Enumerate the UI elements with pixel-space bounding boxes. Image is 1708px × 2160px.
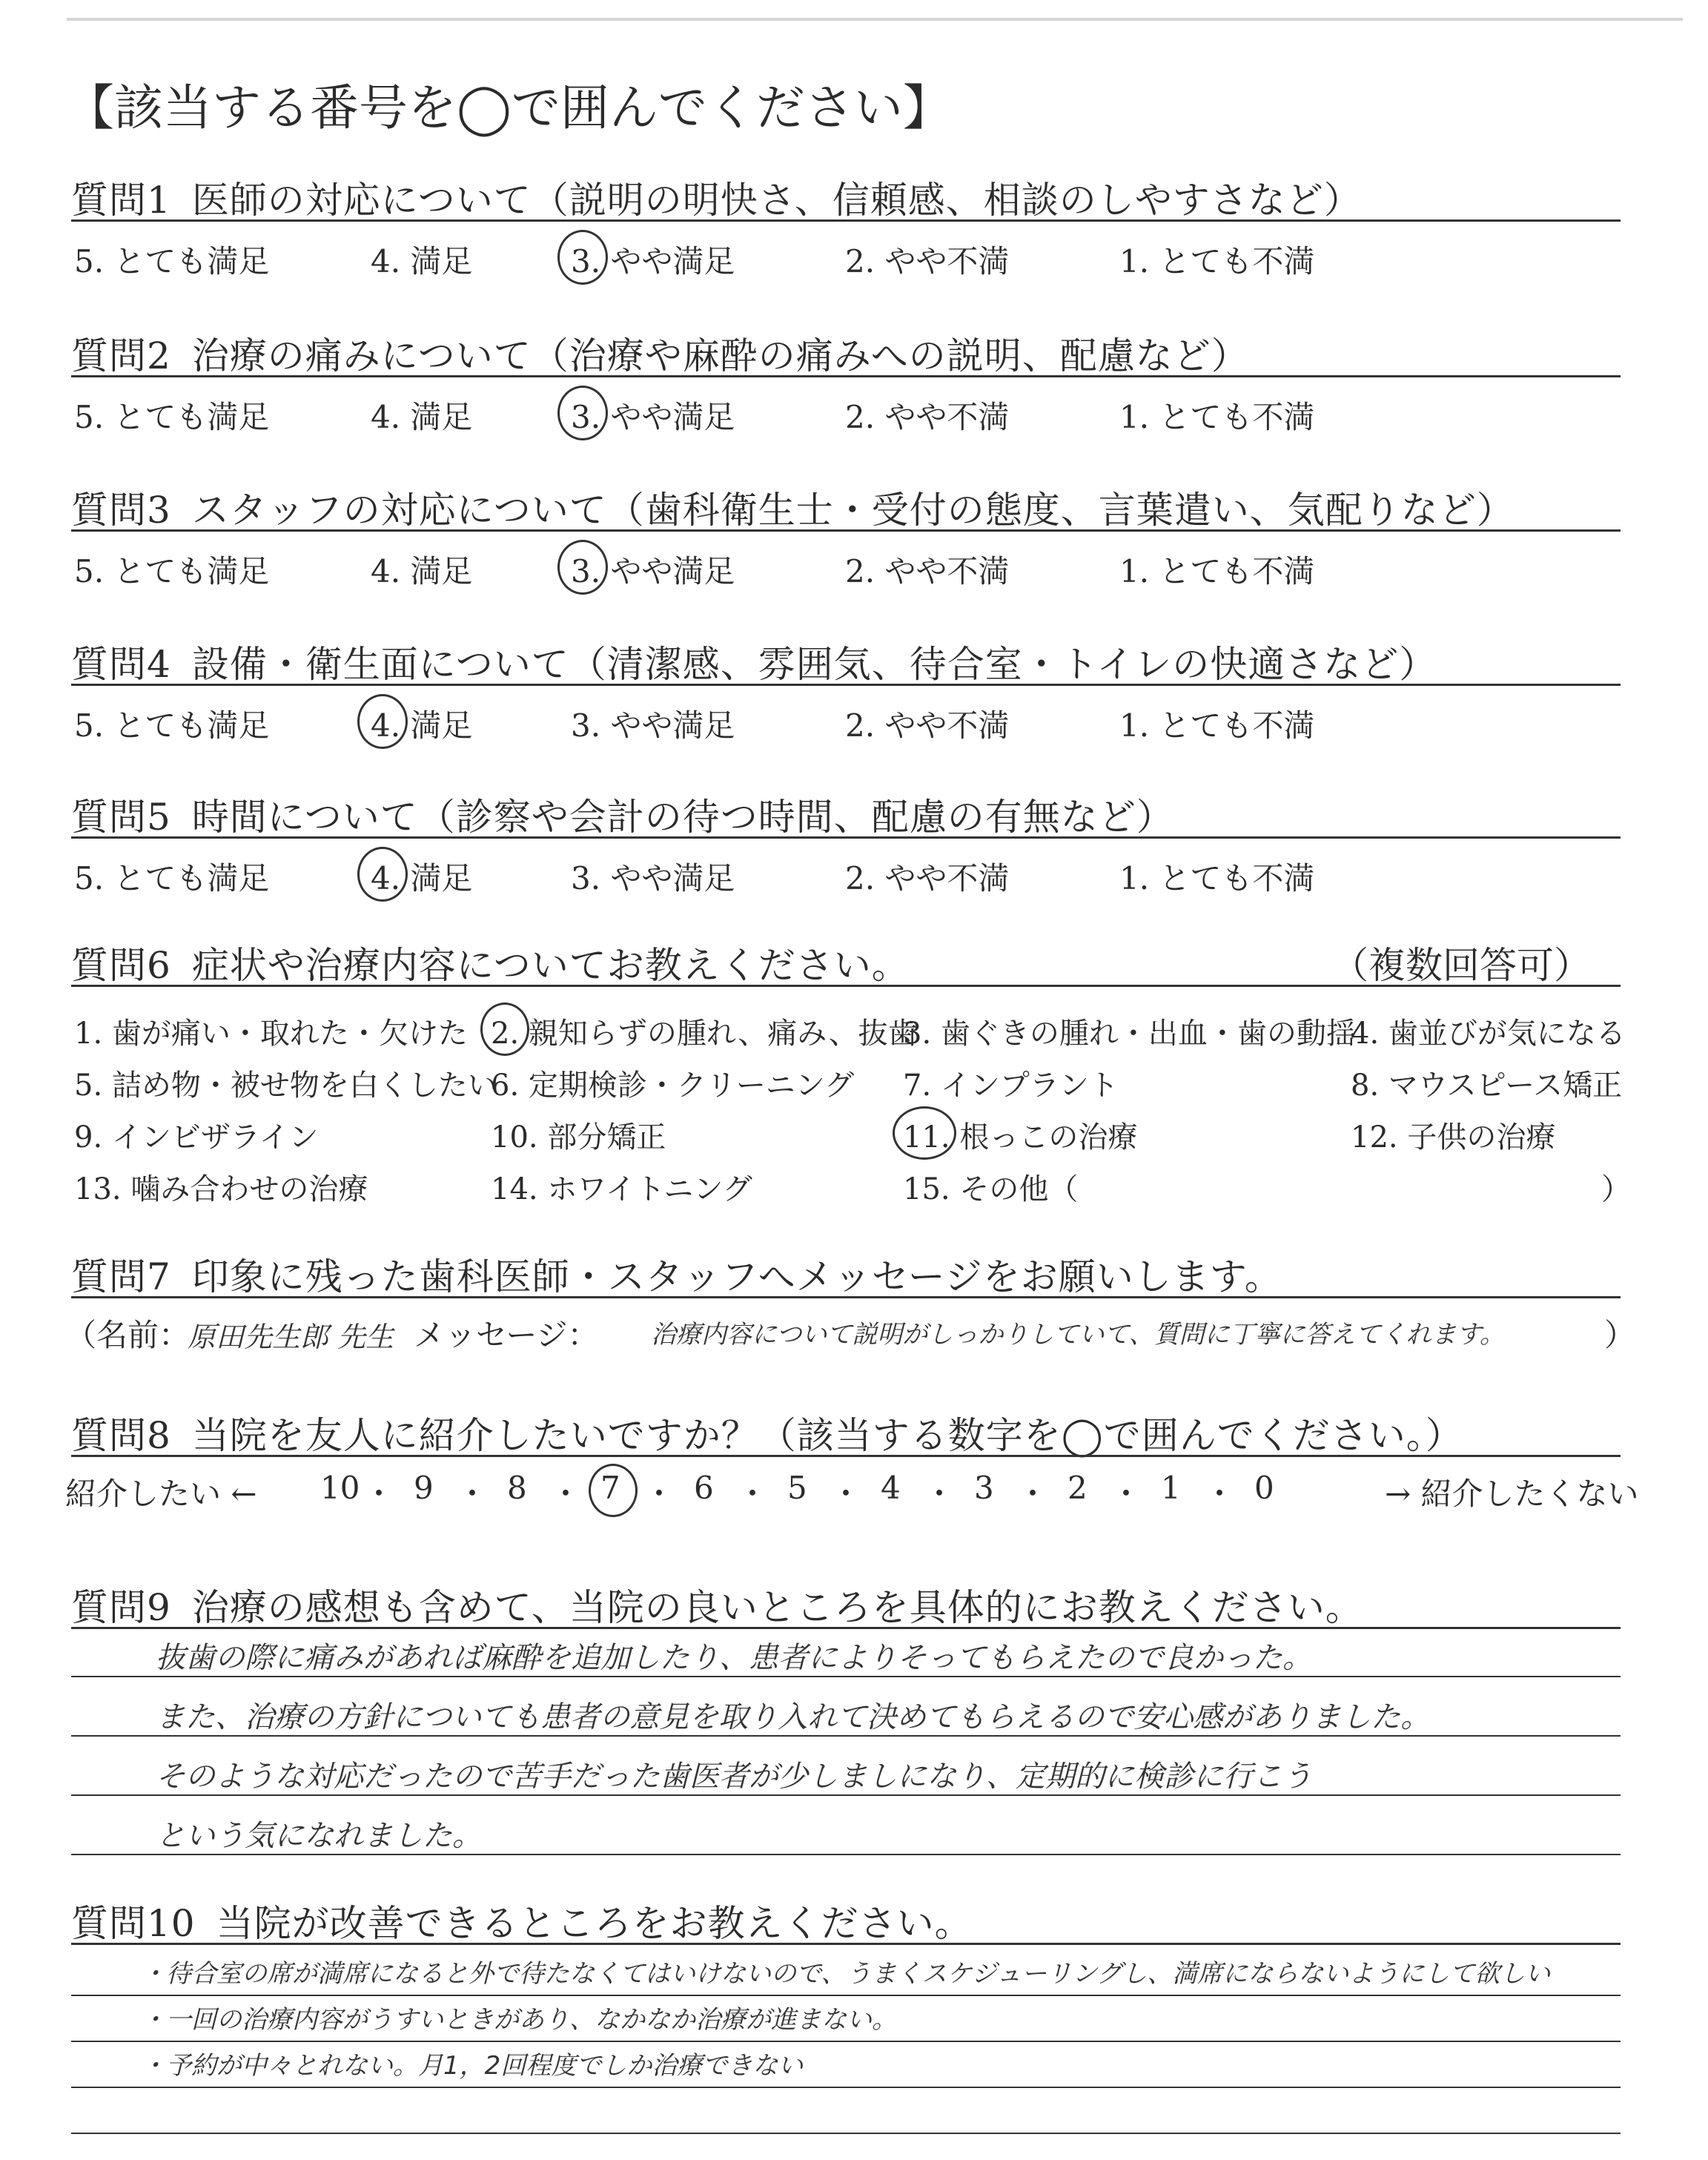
question-text: 当院が改善できるところをお教えください。 [216,1902,973,1945]
scale-value-0[interactable]: 0 [1254,1470,1274,1506]
symptom-option-12[interactable]: 12. 子供の治療 [1351,1120,1556,1155]
referral-scale [65,1470,1639,1514]
rating-options [74,547,1557,589]
question-text: 医師の対応について（説明の明快さ、信頼感、相談のしやすさなど） [191,179,1362,222]
multiple-answer-note: （複数回答可） [1331,944,1591,987]
handwritten-line[interactable]: ・予約が中々とれない。月1，2回程度でしか治療できない [141,2051,804,2081]
rating-option-2[interactable]: 2. やや不満 [845,860,1010,896]
selected-circle [557,540,608,595]
rating-option-1[interactable]: 1. とても不満 [1119,553,1315,589]
symptom-option-13[interactable]: 13. 噛み合わせの治療 [74,1172,368,1206]
symptom-option-6[interactable]: 6. 定期検診・クリーニング [491,1069,855,1103]
handwritten-line[interactable]: また、治療の方針についても患者の意見を取り入れて決めてもらえるので安心感がありました。 [156,1700,1431,1734]
rating-option-2[interactable]: 2. やや不満 [845,707,1010,744]
selected-circle [357,694,408,749]
symptom-option-8[interactable]: 8. マウスピース矯正 [1351,1069,1623,1103]
symptom-option-2[interactable]: 2. 親知らずの腫れ、痛み、抜歯 [491,1017,918,1051]
rating-option-4[interactable]: 4. 満足 [371,399,473,435]
handwritten-line[interactable]: ・待合室の席が満席になると外で待たなくてはいけないので、うまくスケジューリングし、満席にならないようにして欲しい [141,1959,1551,1989]
scale-dot: ・ [550,1476,582,1512]
selected-circle [557,386,608,440]
question-text: 時間について（診察や会計の待つ時間、配慮の有無など） [191,796,1174,839]
question-title [71,480,1515,534]
scale-dot: ・ [363,1476,395,1512]
question-title [71,635,1437,688]
question-10 [71,1894,1621,1961]
scale-value-4[interactable]: 4 [881,1470,901,1506]
symptom-option-14[interactable]: 14. ホワイトニング [491,1172,752,1206]
rating-option-4[interactable]: 4. 満足 [371,553,473,589]
selected-circle [357,847,408,902]
symptom-option-7[interactable]: 7. インプラント [903,1069,1119,1103]
symptom-option-16[interactable]: ） [1601,1172,1631,1206]
question-number: 質問5 [71,796,171,839]
question-1 [71,171,1621,237]
symptom-option-4[interactable]: 4. 歯並びが気になる [1351,1017,1626,1051]
scale-left-label: 紹介したい ← [65,1476,257,1512]
answer-rule [71,1995,1621,1996]
scale-value-7[interactable]: 7 [600,1470,620,1506]
symptom-option-10[interactable]: 10. 部分矯正 [491,1120,666,1155]
question-number: 質問10 [71,1902,196,1945]
selected-circle [557,230,608,285]
question-4 [71,635,1621,701]
symptom-option-5[interactable]: 5. 詰め物・被せ物を白くしたい [74,1069,497,1103]
rating-option-2[interactable]: 2. やや不満 [845,399,1010,435]
handwritten-line[interactable]: 抜歯の際に痛みがあれば麻酔を追加したり、患者によりそってもらえたので良かった。 [156,1641,1312,1675]
rating-option-3[interactable]: 3. やや満足 [571,860,735,896]
question-8 [71,1406,1621,1473]
question-5 [71,787,1621,854]
symptom-option-9[interactable]: 9. インビザライン [74,1120,319,1155]
rating-options [74,393,1557,435]
rating-options [74,854,1557,896]
scale-value-8[interactable]: 8 [507,1470,527,1506]
scale-dot: ・ [457,1476,489,1512]
scale-value-1[interactable]: 1 [1161,1470,1181,1506]
question-number: 質問1 [71,179,171,222]
handwritten-line[interactable]: ・一回の治療内容がうすいときがあり、なかなか治療が進まない。 [141,2005,897,2035]
answer-rule [71,2041,1621,2042]
rating-option-1[interactable]: 1. とても不満 [1119,707,1315,744]
message-label: メッセージ： [414,1317,599,1353]
rating-options [74,701,1557,743]
question-underline [71,684,1621,686]
answer-rule [71,2087,1621,2088]
answer-rule [71,2133,1621,2134]
rating-option-5[interactable]: 5. とても満足 [74,243,270,280]
rating-option-3[interactable]: 3. やや満足 [571,707,735,744]
question-text: 治療の痛みについて（治療や麻酔の痛みへの説明、配慮など） [191,334,1249,377]
name-label: （名前： [65,1317,191,1353]
question-text: 治療の感想も含めて、当院の良いところを具体的にお教えください。 [191,1586,1363,1629]
scale-dot: ・ [1204,1476,1236,1512]
rating-option-1[interactable]: 1. とても不満 [1119,860,1315,896]
question-underline [71,219,1621,222]
scale-dot: ・ [830,1476,862,1512]
symptom-option-3[interactable]: 3. 歯ぐきの腫れ・出血・歯の動揺 [903,1017,1356,1051]
scale-value-5[interactable]: 5 [787,1470,807,1506]
question-underline [71,375,1621,377]
question-underline [71,836,1621,839]
selected-circle [589,1464,638,1517]
name-value[interactable]: 原田先生郎 先生 [188,1321,394,1353]
question-text: 当院を友人に紹介したいですか？（該当する数字を◯で囲んでください。） [191,1414,1463,1457]
question-underline [71,985,1621,987]
rating-option-3[interactable]: 3. やや満足 [571,553,735,589]
rating-option-5[interactable]: 5. とても満足 [74,860,270,896]
scale-value-10[interactable]: 10 [320,1470,360,1506]
question-title [71,326,1249,380]
question-3 [71,480,1621,547]
scale-dot: ・ [1110,1476,1142,1512]
question-text: 症状や治療内容についてお教えください。 [191,944,910,987]
message-value[interactable]: 治療内容について説明がしっかりしていて、質問に丁寧に答えてくれます。 [651,1320,1505,1350]
rating-option-5[interactable]: 5. とても満足 [74,399,270,435]
selected-circle [480,1003,529,1056]
selected-circle [893,1106,956,1160]
rating-option-1[interactable]: 1. とても不満 [1119,399,1315,435]
top-border [67,18,1683,21]
question-underline [71,529,1621,532]
question-6 [71,936,1621,1003]
scale-dot: ・ [924,1476,956,1512]
message-close-paren: ） [1604,1317,1636,1353]
question-underline [71,1627,1621,1629]
question-title [71,787,1174,841]
question-number: 質問9 [71,1586,171,1629]
question-underline [71,1943,1621,1945]
scale-value-2[interactable]: 2 [1068,1470,1088,1506]
question-number: 質問7 [71,1255,171,1298]
rating-option-4[interactable]: 4. 満足 [371,707,473,744]
scale-value-3[interactable]: 3 [974,1470,994,1506]
question-7 [71,1247,1621,1314]
rating-option-3[interactable]: 3. やや満足 [571,243,735,280]
symptom-option-1[interactable]: 1. 歯が痛い・取れた・欠けた [74,1017,468,1051]
rating-option-5[interactable]: 5. とても満足 [74,553,270,589]
rating-option-4[interactable]: 4. 満足 [371,860,473,896]
question-number: 質問2 [71,334,171,377]
handwritten-line[interactable]: そのような対応だったので苦手だった歯医者が少しましになり、定期的に検診に行こう [156,1760,1312,1794]
rating-option-2[interactable]: 2. やや不満 [845,553,1010,589]
rating-option-5[interactable]: 5. とても満足 [74,707,270,744]
question-title [71,171,1362,224]
question-number: 質問6 [71,944,171,987]
symptom-option-15[interactable]: 15. その他（ [903,1172,1079,1206]
question-underline [71,1455,1621,1457]
scale-dot: ・ [1017,1476,1049,1512]
handwritten-line[interactable]: という気になれました。 [156,1819,482,1853]
rating-option-1[interactable]: 1. とても不満 [1119,243,1315,280]
question-underline [71,1296,1621,1298]
scale-value-9[interactable]: 9 [414,1470,434,1506]
question-number: 質問4 [71,643,171,686]
scale-value-6[interactable]: 6 [694,1470,714,1506]
question-text: スタッフの対応について（歯科衛生士・受付の態度、言葉遣い、気配りなど） [191,489,1515,532]
rating-option-2[interactable]: 2. やや不満 [845,243,1010,280]
rating-option-3[interactable]: 3. やや満足 [571,399,735,435]
rating-option-4[interactable]: 4. 満足 [371,243,473,280]
scale-dot: ・ [737,1476,769,1512]
question-number: 質問3 [71,489,171,532]
scale-right-label: → 紹介したくない [1385,1476,1639,1512]
question-2 [71,326,1621,393]
question-text: 設備・衛生面について（清潔感、雰囲気、待合室・トイレの快適さなど） [191,643,1437,686]
question-number: 質問8 [71,1414,171,1457]
question-text: 印象に残った歯科医師・スタッフへメッセージをお願いします。 [191,1255,1282,1298]
page-title: 【該当する番号を◯で囲んでください】 [65,79,952,136]
scale-dot: ・ [643,1476,675,1512]
symptom-option-11[interactable]: 11. 根っこの治療 [903,1120,1138,1155]
rating-options [74,237,1557,279]
